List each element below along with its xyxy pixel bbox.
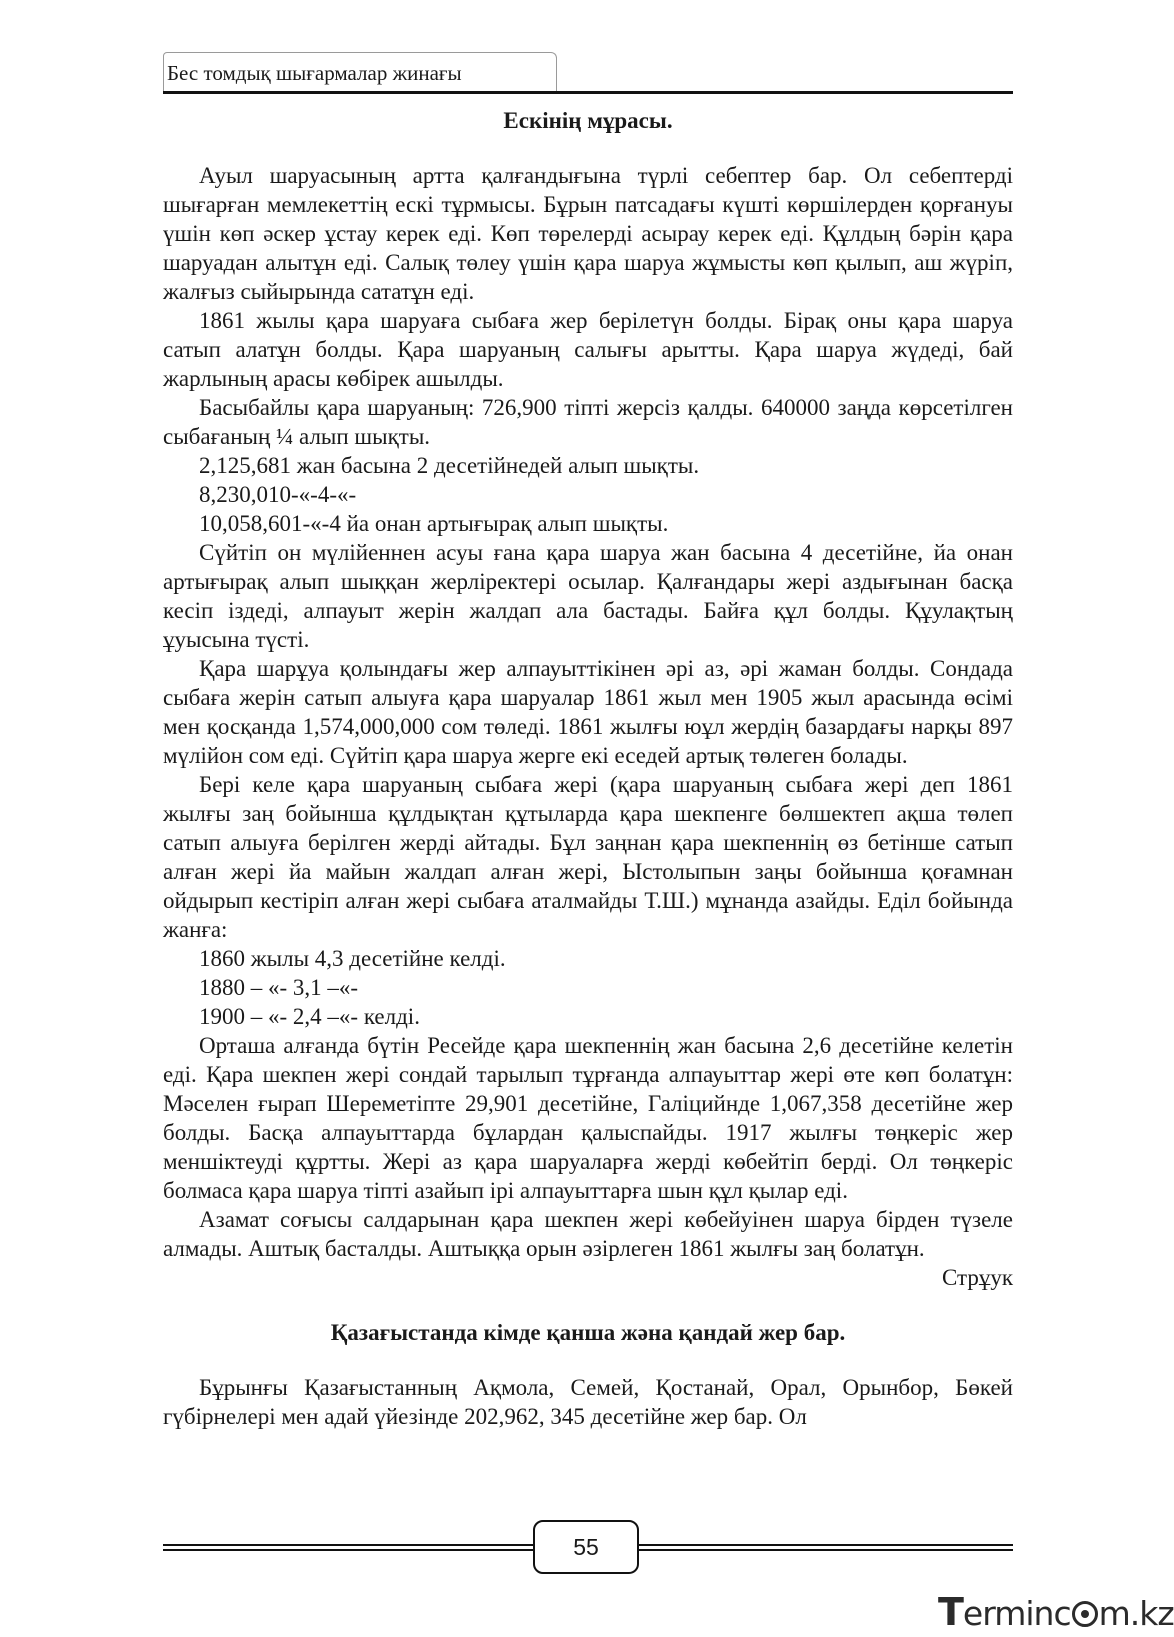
data-line: 1900 – «- 2,4 –«- келді. [199,1004,420,1029]
data-line: 1860 жылы 4,3 десетійне келді. [199,946,506,971]
author-signature: Стрұук [941,1265,1013,1290]
book-title: Бес томдық шығармалар жинағы [167,61,462,85]
termincom-watermark-logo [938,1590,1174,1634]
data-line: 2,125,681 жан басына 2 десетійнедей алып шықты. [199,453,700,478]
page-number: 55 [573,1534,599,1560]
paragraph: Қара шарұуа қолындағы жер алпауыттікінен әрі аз, әрі жаман болды. Сондада сыбаға жерін сатып алыуға қара шаруалар 1861 жыл мен 1905 жыл арасында өсімі мен қосқанда 1,574,000,000 сом төледі. 1861 жылғы юұл жердің базардағы нарқы 897 мүлійон сом еді. Сүйтіп қара шаруа жерге екі еседей артық төлеген болады. [163,656,1013,768]
paragraph: Орташа алғанда бүтін Ресейде қара шекпеннің жан басына 2,6 десетійне келетін еді. Қара шекпен жері сондай тарылып тұрғанда алпауыттар жері өте көп болатұн: Мәселен ғырап Шереметіпте 29,901 десетійне, Галіцийнде 1,067,358 десетійне жер болды. Басқа алпауыттарда бұлардан қалыспайды. 1917 жылғы төңкеріс жер меншіктеуді құртты. Жері аз қара шаруаларға жерді көбейтіп берді. Ол төңкеріс болмаса қара шаруа тіпті азайып ірі алпауыттарға шын құл қылар еді. [163,1033,1013,1203]
watermark-text-1: erminc [962,1594,1071,1633]
data-line: 1880 – «- 3,1 –«- [199,975,359,1000]
page-footer [163,1520,1013,1576]
paragraph: 1861 жылы қара шаруаға сыбаға жер берілетүн болды. Бірақ оны қара шаруа сатып алатұн болды. Қара шаруаның салығы арытты. Қара шаруа жүдеді, бай жарлының арасы көбірек ашылды. [163,308,1013,391]
paragraph: Бері келе қара шаруаның сыбаға жері (қара шаруаның сыбаға жері деп 1861 жылғы заң бойынша құлдықтан құтыларда қара шекпенге бөлшектеп ақша төлеп сатып алыуға берілген жерді айтады. Бұл заңнан қара шекпеннің өз бетінше сатып алған жері йа майын жалдап алған жері, Ыстолыпын заңы бойынша қоғамнан ойдырып кестіріп алған жері сыбаға аталмайды Т.Ш.) мұнанда азайды. Еділ бойында жанға: [163,772,1013,942]
paragraph: Ауыл шаруасының артта қалғандығына түрлі себептер бар. Ол себептерді шығарған мемлекеттің ескі тұрмысы. Бұрын патсадағы күшті көршілерден қорғануы үшін көп әскер ұстау керек еді. Көп төрелерді асырау керек еді. Құлдың бәрін қара шаруадан алытұн еді. Салық төлеу үшін қара шаруа жұмысты көп қылып, аш жүріп, жалғыз сыйырында сататұн еді. [163,163,1013,304]
page-body [163,106,1013,1431]
paragraph: Басыбайлы қара шаруаның: 726,900 тіпті жерсіз қалды. 640000 заңда көрсетілген сыбағаның ¼ алып шықты. [163,395,1013,449]
section-title-eskinin-murasy: Ескінің мұрасы. [503,108,673,133]
paragraph: Азамат соғысы салдарынан қара шекпен жері көбейуінен шаруа бірден түзеле алмады. Аштық басталды. Аштыққа орын әзірлеген 1861 жылғы заң болатұн. [163,1207,1013,1261]
section-title-kazagystanda: Қазағыстанда кімде қанша жәна қандай жер бар. [330,1320,846,1345]
watermark-text-2: m.kz [1098,1594,1174,1633]
watermark-o-icon [1072,1601,1098,1627]
data-line: 10,058,601-«-4 йа онан артығырақ алып шықты. [199,511,669,536]
watermark-letter-t: T [938,1590,963,1634]
page-number-badge [533,1520,639,1574]
header-rule [163,91,1013,94]
data-line: 8,230,010-«-4-«- [199,482,357,507]
paragraph: Сүйтіп он мүлійеннен асуы ғана қара шаруа жан басына 4 десетійне, йа онан артығырақ алып шыққан жерліректері осылар. Қалғандары жері аздығынан басқа кесіп іздеді, алпауыт жерін жалдап ала бастады. Байға құл болды. Құулақтың ұуысына түсті. [163,540,1013,652]
paragraph: Бұрынғы Қазағыстанның Ақмола, Семей, Қостанай, Орал, Орынбор, Бөкей гүбірнелері мен адай үйезінде 202,962, 345 десетійне жер бар. Ол [163,1375,1013,1429]
running-header [163,52,1013,92]
